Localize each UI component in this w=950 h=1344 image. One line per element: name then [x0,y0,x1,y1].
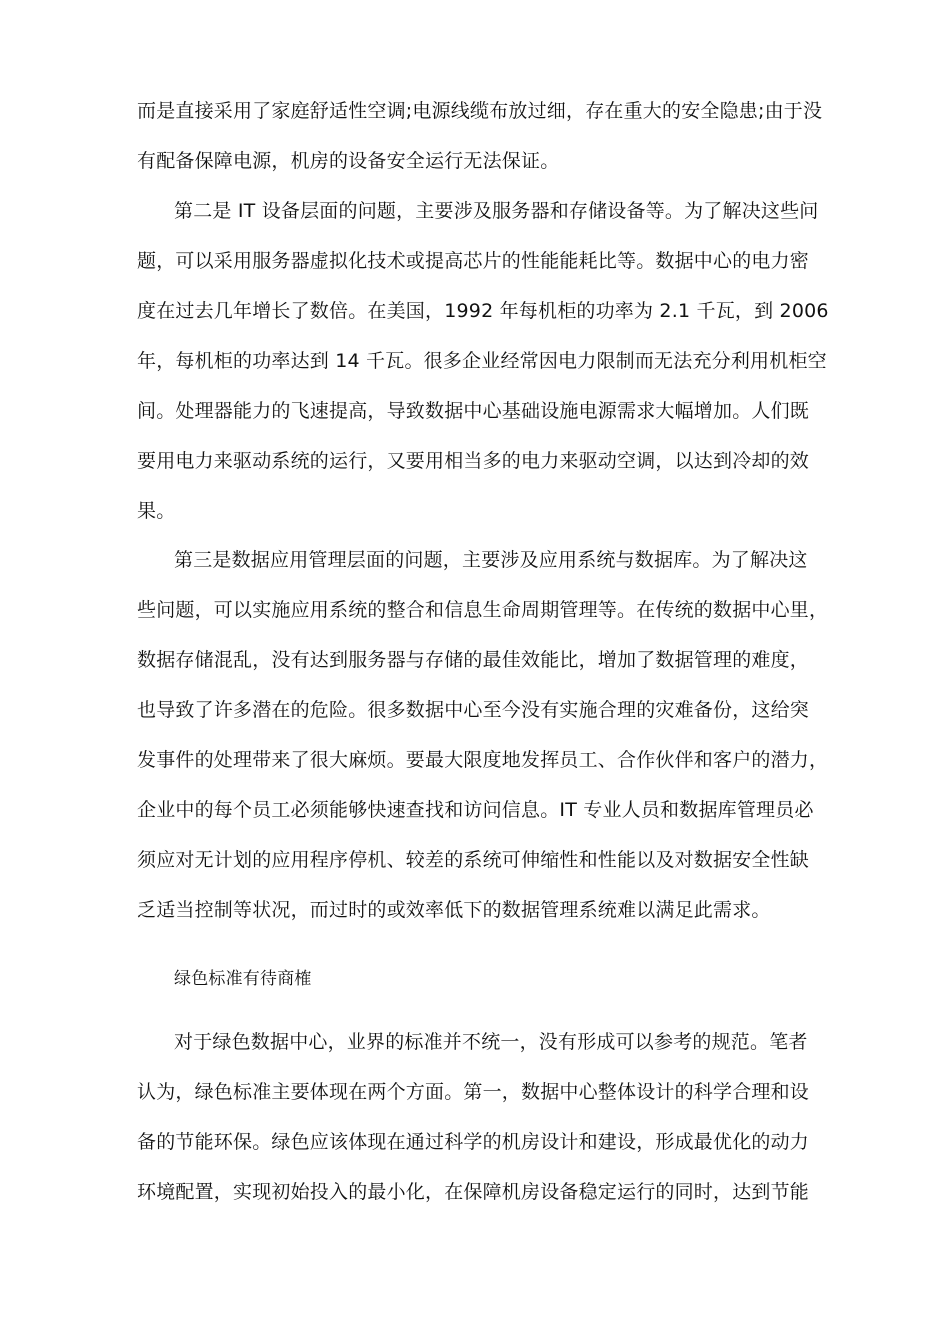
text-line: 要用电力来驱动系统的运行，又要用相当多的电力来驱动空调，以达到冷却的效 [137,450,810,472]
text-line: 果。 [137,500,176,522]
text-line: 发事件的处理带来了很大麻烦。要最大限度地发挥员工、合作伙伴和客户的潜力， [137,749,829,771]
text-line: 度在过去几年增长了数倍。在美国，1992 年每机柜的功率为 2.1 千瓦，到 2006 [137,300,829,322]
text-line: 也导致了许多潜在的危险。很多数据中心至今没有实施合理的灾难备份，这给突 [137,699,810,721]
text-line: 间。处理器能力的飞速提高，导致数据中心基础设施电源需求大幅增加。人们既 [137,400,810,422]
text-line: 对于绿色数据中心，业界的标准并不统一，没有形成可以参考的规范。笔者 [174,1031,808,1053]
text-line: 而是直接采用了家庭舒适性空调;电源线缆布放过细，存在重大的安全隐患;由于没 [137,100,823,122]
text-line: 些问题，可以实施应用系统的整合和信息生命周期管理等。在传统的数据中心里， [137,599,829,621]
section-heading: 绿色标准有待商榷 [174,969,312,989]
text-line: 年，每机柜的功率达到 14 千瓦。很多企业经常因电力限制而无法充分利用机柜空 [137,350,827,372]
text-line: 认为，绿色标准主要体现在两个方面。第一，数据中心整体设计的科学合理和设 [137,1081,810,1103]
text-line: 有配备保障电源，机房的设备安全运行无法保证。 [137,150,560,172]
text-line: 备的节能环保。绿色应该体现在通过科学的机房设计和建设，形成最优化的动力 [137,1131,810,1153]
text-line: 第二是 IT 设备层面的问题，主要涉及服务器和存储设备等。为了解决这些问 [174,200,819,222]
text-line: 企业中的每个员工必须能够快速查找和访问信息。IT 专业人员和数据库管理员必 [137,799,814,821]
text-line: 乏适当控制等状况，而过时的或效率低下的数据管理系统难以满足此需求。 [137,899,771,921]
text-line: 环境配置，实现初始投入的最小化，在保障机房设备稳定运行的同时，达到节能 [137,1181,810,1203]
text-line: 第三是数据应用管理层面的问题，主要涉及应用系统与数据库。为了解决这 [174,549,808,571]
text-line: 须应对无计划的应用程序停机、较差的系统可伸缩性和性能以及对数据安全性缺 [137,849,810,871]
text-line: 题，可以采用服务器虚拟化技术或提高芯片的性能能耗比等。数据中心的电力密 [137,250,810,272]
text-line: 数据存储混乱，没有达到服务器与存储的最佳效能比，增加了数据管理的难度， [137,649,810,671]
